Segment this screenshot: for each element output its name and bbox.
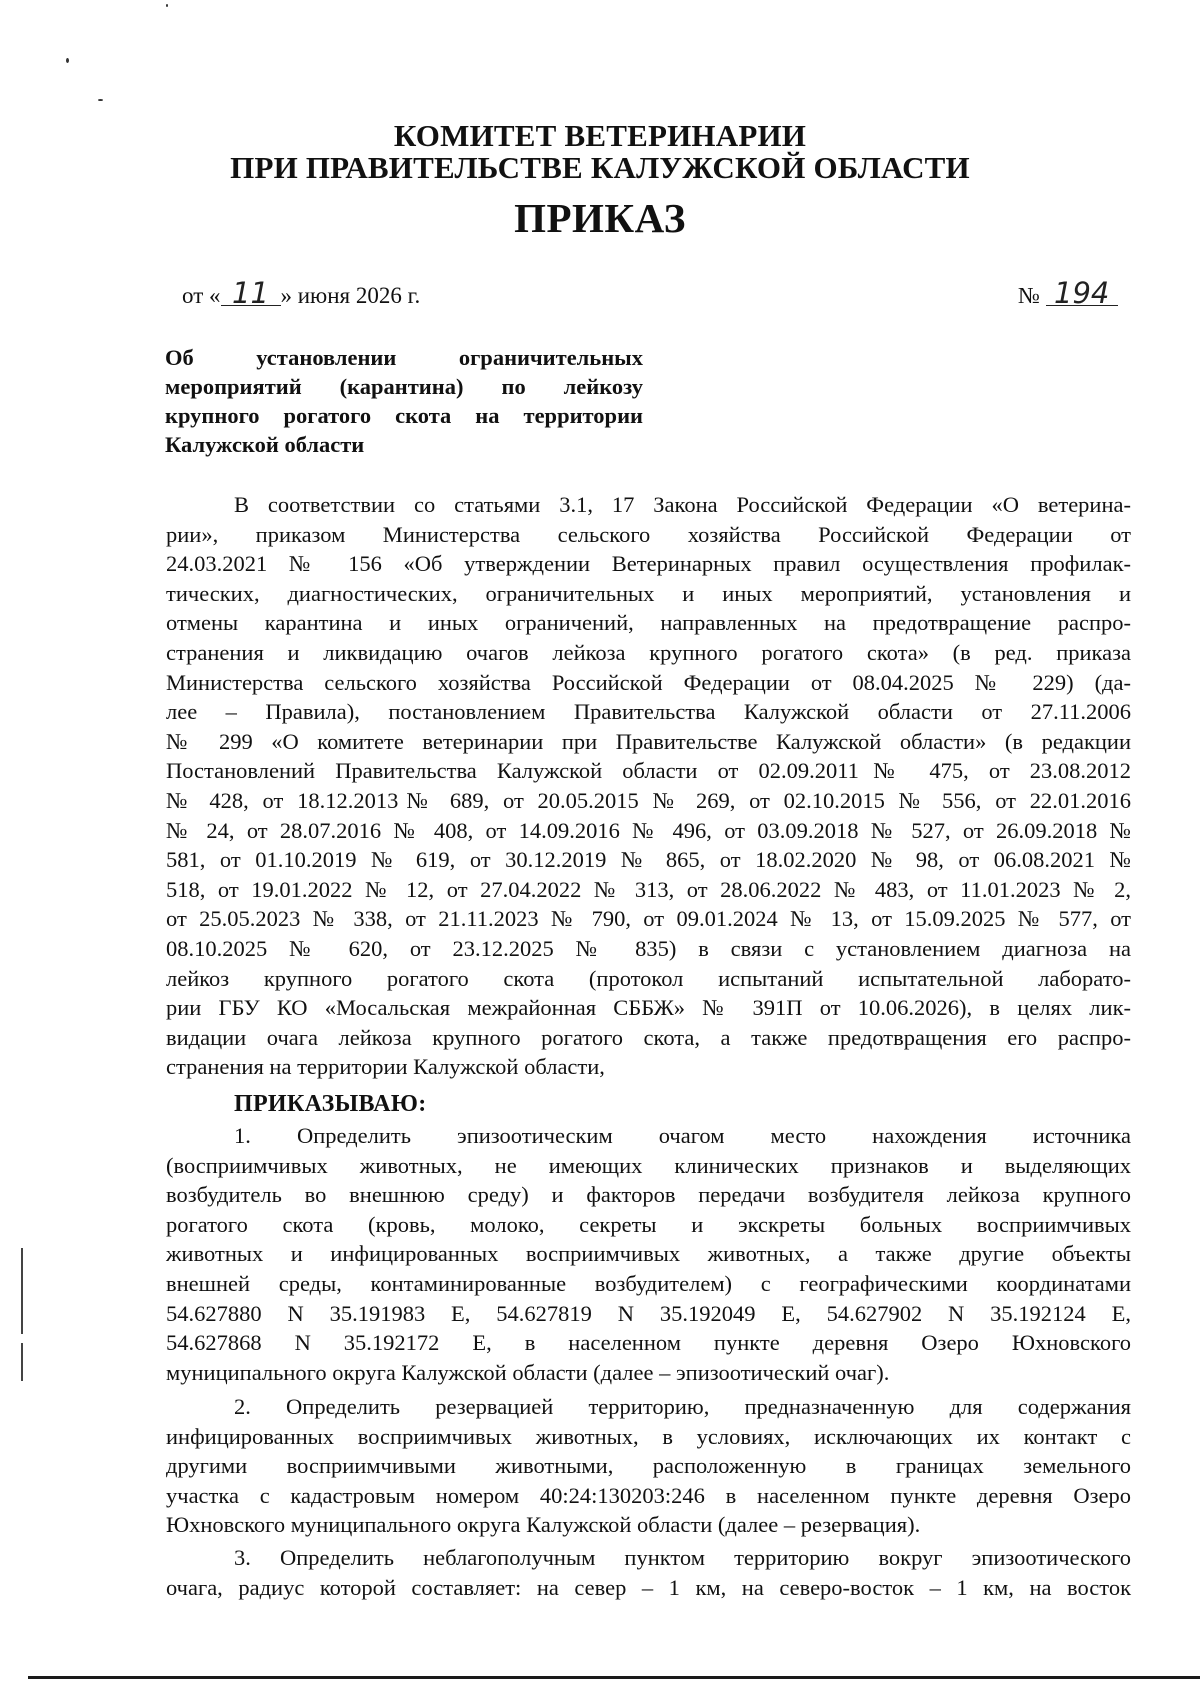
organization-name-line2: ПРИ ПРАВИТЕЛЬСТВЕ КАЛУЖСКОЙ ОБЛАСТИ [230, 150, 970, 185]
text-line: лее – Правила), постановлением Правительства Калужской области от 27.11.2006 [166, 699, 1131, 725]
text-line: 2. Определить резервацией территорию, предназначенную для содержания [234, 1394, 1131, 1419]
text-line: 581, от 01.10.2019 № 619, от 30.12.2019 № 865, от 18.02.2020 № 98, от 06.08.2021 № [166, 847, 1131, 873]
page-bottom-edge [28, 1676, 1200, 1679]
order-date [182, 277, 420, 312]
scan-margin-line [21, 1343, 23, 1381]
handwritten-day: 11 [221, 277, 281, 309]
subject-line: мероприятий (карантина) по лейкозу [165, 374, 643, 399]
text-line: возбудитель во внешнюю среду) и факторов передачи возбудителя лейкоза крупного [166, 1182, 1131, 1208]
text-line: от 25.05.2023 № 338, от 21.11.2023 № 790, от 09.01.2024 № 13, от 15.09.2025 № 577, от [166, 906, 1131, 932]
text-line: 54.627880 N 35.191983 E, 54.627819 N 35.192049 E, 54.627902 N 35.192124 E, [166, 1300, 1131, 1326]
text-line: В соответствии со статьями 3.1, 17 Закона Российской Федерации «О ветерина- [234, 492, 1131, 517]
text-line: инфицированных восприимчивых животных, в условиях, исключающих их контакт с [166, 1423, 1131, 1449]
text-line: другими восприимчивыми животными, расположенную в границах земельного [166, 1453, 1131, 1479]
text-line: рогатого скота (кровь, молоко, секреты и экскреты больных восприимчивых [166, 1211, 1131, 1237]
organization-name-line1: КОМИТЕТ ВЕТЕРИНАРИИ [393, 118, 807, 153]
text-line: 54.627868 N 35.192172 E, в населенном пункте деревня Озеро Юхновского [166, 1330, 1131, 1356]
text-line: Юхновского муниципального округа Калужской области (далее – резервация). [166, 1512, 921, 1538]
order-number [1018, 277, 1118, 312]
scan-margin-line [21, 1248, 23, 1334]
text-line: 518, от 19.01.2022 № 12, от 27.04.2022 № 313, от 28.06.2022 № 483, от 11.01.2023 № 2, [166, 876, 1131, 902]
text-line: 3. Определить неблагополучным пунктом территорию вокруг эпизоотического [234, 1545, 1131, 1570]
text-line: странения и ликвидацию очагов лейкоза крупного рогатого скота» (в ред. приказа [166, 639, 1131, 665]
scan-speck [166, 4, 168, 7]
scan-speck [66, 58, 69, 63]
text-line: отмены карантина и иных ограничений, направленных на предотвращение распро- [166, 610, 1131, 636]
text-line: 24.03.2021 № 156 «Об утверждении Ветеринарных правил осуществления профилак- [166, 551, 1131, 577]
date-prefix: от « [182, 283, 221, 308]
text-line: № 24, от 28.07.2016 № 408, от 14.09.2016 № 496, от 03.09.2018 № 527, от 26.09.2018 № [166, 817, 1131, 843]
text-line: животных и инфицированных восприимчивых животных, а также другие объекты [166, 1241, 1131, 1267]
text-line: № 299 «О комитете ветеринарии при Правительстве Калужской области» (в редакции [166, 728, 1131, 754]
number-prefix: № [1018, 283, 1040, 308]
preamble-paragraph [166, 490, 1131, 1082]
text-line: 1. Определить эпизоотическим очагом место нахождения источника [234, 1123, 1131, 1148]
text-line: 08.10.2025 № 620, от 23.12.2025 № 835) в связи с установлением диагноза на [166, 935, 1131, 961]
text-line: видации очага лейкоза крупного рогатого скота, а также предотвращения его распро- [166, 1024, 1131, 1050]
text-line: Министерства сельского хозяйства Российской Федерации от 08.04.2025 № 229) (да- [166, 669, 1131, 695]
text-line: странения на территории Калужской области, [166, 1054, 605, 1080]
subject-line: Калужской области [165, 432, 365, 457]
order-item-3 [166, 1543, 1131, 1602]
text-line: (восприимчивых животных, не имеющих клинических признаков и выделяющих [166, 1152, 1131, 1178]
text-line: рии», приказом Министерства сельского хозяйства Российской Федерации от [166, 521, 1131, 547]
text-line: участка с кадастровым номером 40:24:130203:246 в населенном пункте деревня Озеро [166, 1482, 1131, 1508]
text-line: Постановлений Правительства Калужской области от 02.09.2011№ 475, от 23.08.2012 [166, 758, 1131, 784]
handwritten-number: 194 [1046, 277, 1118, 309]
subject-line: Об установлении ограничительных [165, 345, 643, 370]
order-heading: ПРИКАЗЫВАЮ: [234, 1091, 427, 1117]
text-line: тических, диагностических, ограничительных и иных мероприятий, установления и [166, 580, 1131, 606]
subject-line: крупного рогатого скота на территории [165, 403, 643, 428]
document-title: ПРИКАЗ [514, 195, 686, 241]
text-line: очага, радиус которой составляет: на север – 1 км, на северо-восток – 1 км, на восток [166, 1574, 1131, 1600]
scan-speck [98, 99, 103, 101]
order-item-2 [166, 1392, 1131, 1540]
date-suffix: » июня 2026 г. [280, 283, 421, 308]
text-line: № 428, от 18.12.2013№ 689, от 20.05.2015 № 269, от 02.10.2015 № 556, от 22.01.2016 [166, 787, 1131, 813]
order-item-1 [166, 1121, 1131, 1387]
text-line: внешней среды, контаминированные возбудителем) с географическими координатами [166, 1270, 1131, 1296]
order-subject [165, 343, 643, 459]
text-line: рии ГБУ КО «Мосальская межрайонная СББЖ» № 391П от 10.06.2026), в целях лик- [166, 995, 1131, 1021]
text-line: лейкоз крупного рогатого скота (протокол испытаний испытательной лаборато- [166, 965, 1131, 991]
text-line: муниципального округа Калужской области (далее – эпизоотический очаг). [166, 1359, 890, 1385]
